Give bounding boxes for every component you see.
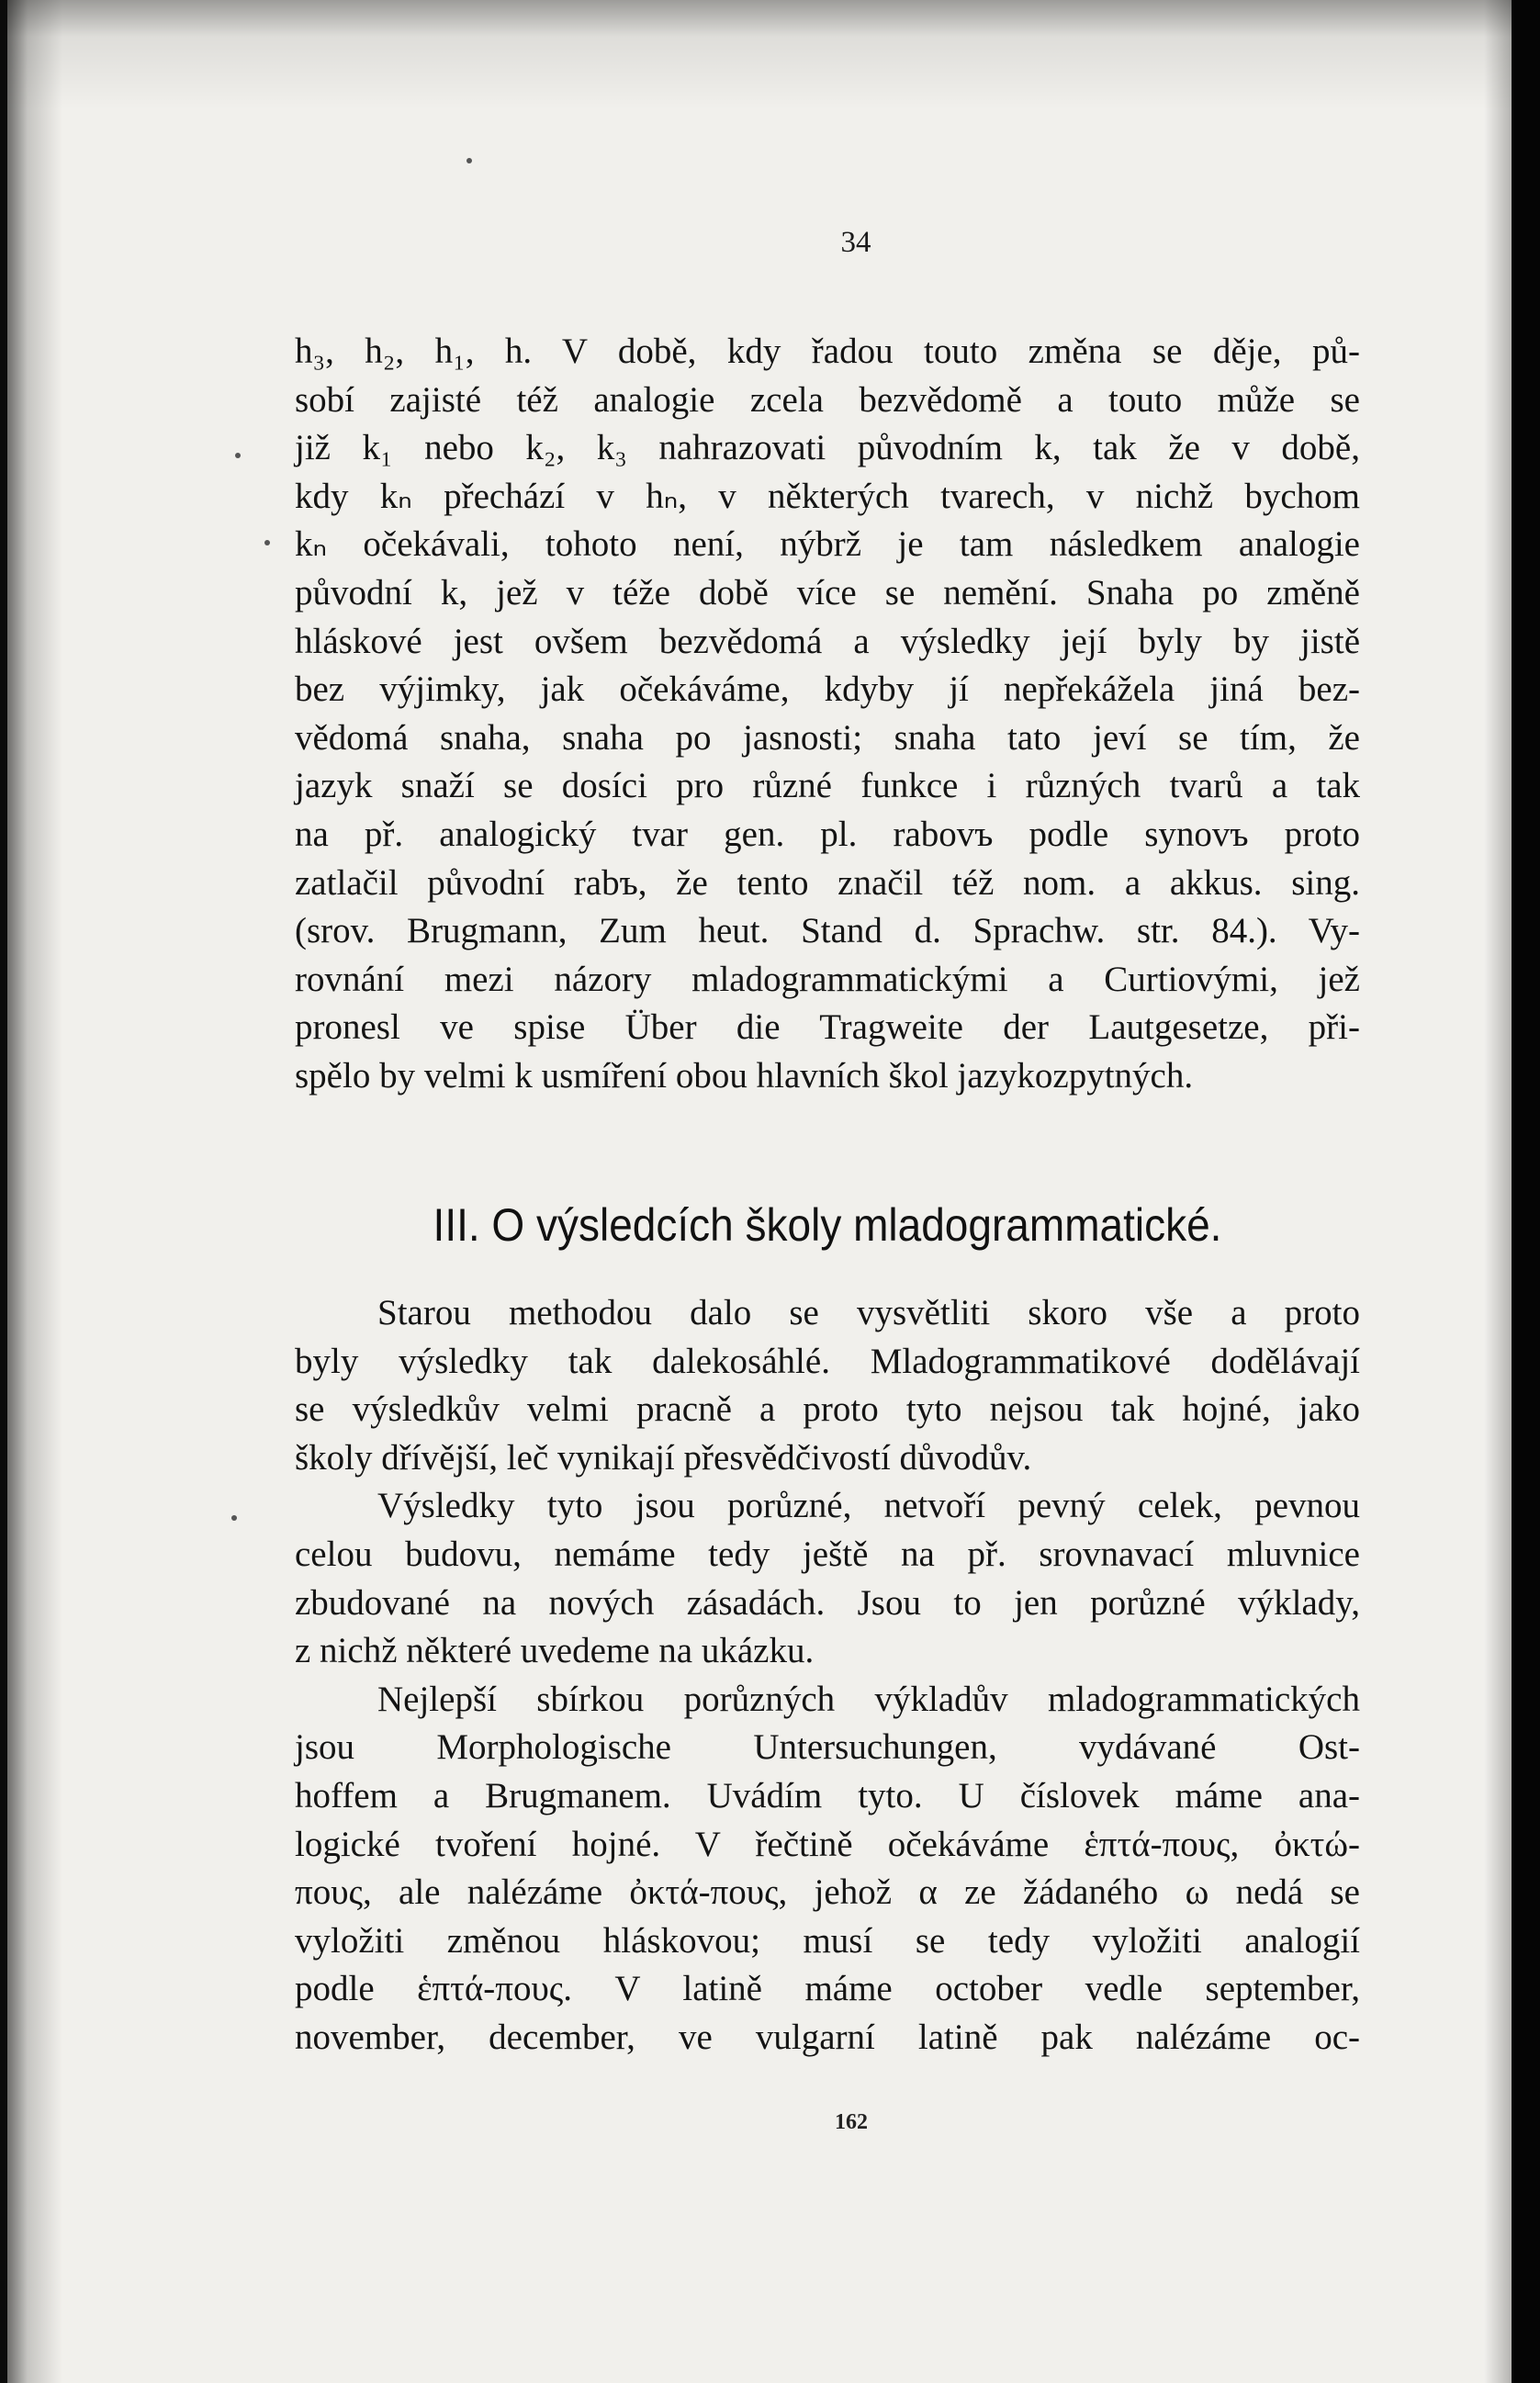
page-number: 34 <box>840 226 871 259</box>
text-line: byly výsledky tak dalekosáhlé. Mladogrammatikové dodělávají <box>295 1341 1360 1381</box>
text-line: (srov. Brugmann, Zum heut. Stand d. Sprachw. str. 84.). Vy- <box>295 911 1360 951</box>
text-line: sobí zajisté též analogie zcela bezvědomě a touto může se <box>295 379 1360 420</box>
text-line: z nichž některé uvedeme na ukázku. <box>295 1631 815 1671</box>
signature-mark: 162 <box>835 2110 868 2134</box>
text-line: na př. analogický tvar gen. pl. rabovъ podle synovъ proto <box>295 814 1360 854</box>
text-line: vědomá snaha, snaha po jasnosti; snaha tato jeví se tím, že <box>295 717 1360 758</box>
text-line: se výsledkův velmi pracně a proto tyto nejsou tak hojné, jako <box>295 1389 1360 1430</box>
text-line: πους, ale nalézáme ὀκτά-πους, jehož α ze žádaného ω nedá se <box>295 1872 1360 1913</box>
text-line: školy dřívější, leč vynikají přesvědčivostí důvodův. <box>295 1437 1032 1478</box>
text-line: november, december, ve vulgarní latině pak nalézáme oc- <box>295 2017 1360 2057</box>
section-heading: III. O výsledcích školy mladogrammatické. <box>433 1199 1222 1251</box>
text-line: Nejlepší sbírkou porůzných výkladův mladogrammatických <box>377 1679 1360 1719</box>
book-page <box>7 0 1512 2383</box>
text-line: podle ἑπτά-πους. V latině máme october vedle september, <box>295 1969 1360 2009</box>
paper-speck <box>264 540 270 545</box>
text-line: zbudované na nových zásadách. Jsou to jen porůzné výklady, <box>295 1582 1360 1623</box>
text-line: pronesl ve spise Über die Tragweite der Lautgesetze, při- <box>295 1007 1360 1048</box>
text-line: rovnání mezi názory mladogrammatickými a Curtiovými, jež <box>295 959 1360 999</box>
text-line: kₙ očekávali, tohoto není, nýbrž je tam následkem analogie <box>295 524 1360 565</box>
text-line: jsou Morphologische Untersuchungen, vydávané Ost- <box>295 1727 1360 1768</box>
paper-speck <box>466 158 472 163</box>
text-line: logické tvoření hojné. V řečtině očekáváme ἑπτά-πους, ὀκτώ- <box>295 1824 1360 1864</box>
text-line: původní k, jež v téže době více se nemění. Snaha po změně <box>295 572 1360 613</box>
text-line: spělo by velmi k usmíření obou hlavních škol jazykozpytných. <box>295 1055 1194 1096</box>
paper-speck <box>231 1515 237 1521</box>
text-line: bez výjimky, jak očekáváme, kdyby jí nepřekážela jiná bez- <box>295 669 1360 710</box>
scan-border <box>1512 0 1540 2383</box>
paragraph-2 <box>295 1289 1360 2063</box>
text-line: kdy kₙ přechází v hₙ, v některých tvarech, v nichž bychom <box>295 476 1360 516</box>
text-line: hoffem a Brugmanem. Uvádím tyto. U číslovek máme ana- <box>295 1775 1360 1815</box>
text-line: zatlačil původní rabъ, že tento značil též nom. a akkus. sing. <box>295 862 1360 903</box>
text-line: hláskové jest ovšem bezvědomá a výsledky její byly by jistě <box>295 621 1360 661</box>
text-line: celou budovu, nemáme tedy ještě na př. srovnavací mluvnice <box>295 1534 1360 1574</box>
paper-speck <box>235 453 241 458</box>
text-line: h₃, h₂, h₁, h. V době, kdy řadou touto změna se děje, pů- <box>295 332 1360 371</box>
text-line: jazyk snaží se dosíci pro různé funkce i různých tvarů a tak <box>295 766 1360 806</box>
text-line: Výsledky tyto jsou porůzné, netvoří pevný celek, pevnou <box>377 1486 1360 1526</box>
paragraph-1 <box>295 328 1360 1101</box>
text-line: již k₁ nebo k₂, k₃ nahrazovati původním k, tak že v době, <box>295 428 1360 468</box>
text-line: vyložiti změnou hláskovou; musí se tedy vyložiti analogií <box>295 1920 1360 1961</box>
text-line: Starou methodou dalo se vysvětliti skoro vše a proto <box>377 1293 1360 1332</box>
